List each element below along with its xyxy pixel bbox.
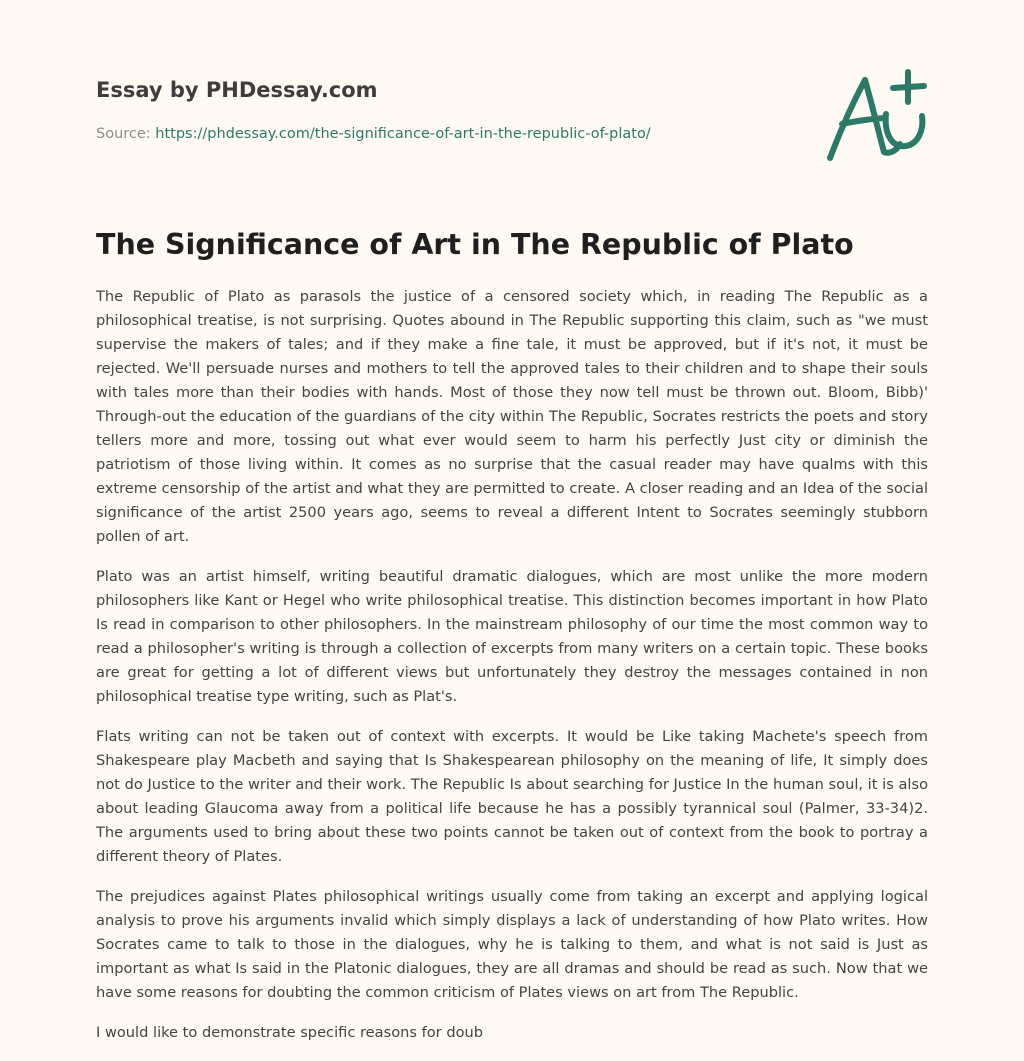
source-line (96, 124, 651, 144)
site-brand: Essay by PHDessay.com (96, 78, 378, 102)
essay-title: The Significance of Art in The Republic of Plato (96, 228, 854, 261)
essay-paragraph-truncated: I would like to demonstrate specific reasons for doub (96, 1024, 484, 1041)
essay-paragraph: Flats writing can not be taken out of context with excerpts. It would be Like taking Machete's speech from Shakespeare play Macbeth and saying that Is Shakespearean philosophy on the meaning of life, It simply does not do Justice to the writer and their work. The Republic Is about searching for Justice In the human soul, it is also about leading Glaucoma away from a political life because he has a possibly tyrannical soul (Palmer, 33-34)2. The arguments used to bring about these two points cannot be taken out of context from the book to portray a different theory of Plates. (96, 728, 928, 865)
source-link[interactable]: https://phdessay.com/the-significance-of-art-in-the-republic-of-plato/ (155, 126, 651, 142)
essay-paragraph: Plato was an artist himself, writing beautiful dramatic dialogues, which are most unlike the more modern philosophers like Kant or Hegel who write philosophical treatise. This distinction becomes important in how Plato Is read in comparison to other philosophers. In the mainstream philosophy of our time the most common way to read a philosopher's writing is through a collection of excerpts from many writers on a certain topic. These books are great for getting a lot of different views but unfortunately they destroy the messages contained in non philosophical treatise type writing, such as Plat's. (96, 568, 928, 705)
a-plus-logo-icon (818, 64, 938, 166)
essay-paragraph: The prejudices against Plates philosophical writings usually come from taking an excerpt and applying logical analysis to prove his arguments invalid which simply displays a lack of understanding of how Plato writes. How Socrates came to talk to those in the dialogues, why he is talking to them, and what is not said is Just as important as what Is said in the Platonic dialogues, they are all dramas and should be read as such. Now that we have some reasons for doubting the common criticism of Plates views on art from The Republic. (96, 888, 928, 1001)
essay-paragraph: The Republic of Plato as parasols the justice of a censored society which, in reading The Republic as a philosophical treatise, is not surprising. Quotes abound in The Republic supporting this claim, such as "we must supervise the makers of tales; and if they make a fine tale, it must be approved, but if it's not, it must be rejected. We'll persuade nurses and mothers to tell the approved tales to their children and to shape their souls with tales more than their bodies with hands. Most of those they now tell must be thrown out. Bloom, Bibb)' Through-out the education of the guardians of the city within The Republic, Socrates restricts the poets and story tellers more and more, tossing out what ever would seem to harm his perfectly Just city or diminish the patriotism of those living within. It comes as no surprise that the casual reader may have qualms with this extreme censorship of the artist and what they are permitted to create. A closer reading and an Idea of the social significance of the artist 2500 years ago, seems to reveal a different Intent to Socrates seemingly stubborn pollen of art. (96, 288, 928, 545)
source-label: Source: (96, 126, 156, 142)
essay-body (96, 285, 928, 1061)
